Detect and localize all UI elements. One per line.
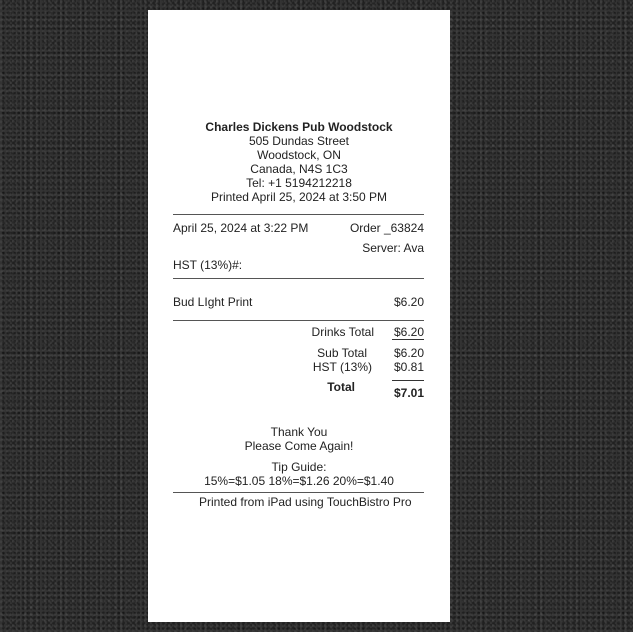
drinks-total-label: Drinks Total [311,325,374,339]
item-price: $6.20 [393,295,424,309]
subtotal-label: Sub Total [317,346,367,360]
server-name: Server: Ava [362,241,424,255]
address-line-1: 505 Dundas Street [248,134,350,148]
subtotal-value: $6.20 [393,346,424,360]
divider [173,278,424,279]
tip-guide-title: Tip Guide: [271,460,327,474]
drinks-total-value: $6.20 [393,325,424,339]
hst-value: $0.81 [393,360,424,374]
divider [173,492,424,493]
phone-number: Tel: +1 5194212218 [246,176,352,190]
business-header [148,120,450,204]
come-again-text: Please Come Again! [244,439,354,453]
address-line-3: Canada, N4S 1C3 [250,162,348,176]
receipt-paper [148,10,450,622]
item-name: Bud LIght Print [173,295,253,309]
printed-from-text: Printed from iPad using TouchBistro Pro [199,495,412,509]
business-name: Charles Dickens Pub Woodstock [205,120,393,134]
address-line-2: Woodstock, ON [257,148,341,162]
divider [173,214,424,215]
divider [173,320,424,321]
printed-timestamp: Printed April 25, 2024 at 3:50 PM [210,190,388,204]
order-number: Order _63824 [349,221,424,235]
order-date: April 25, 2024 at 3:22 PM [173,221,309,235]
hst-number: HST (13%)#: [173,258,243,272]
tip-guide-values: 15%=$1.05 18%=$1.26 20%=$1.40 [204,474,394,488]
hst-label: HST (13%) [312,360,372,374]
thank-you-text: Thank You [270,425,328,439]
total-value: $7.01 [392,380,424,400]
total-label: Total [327,380,355,394]
